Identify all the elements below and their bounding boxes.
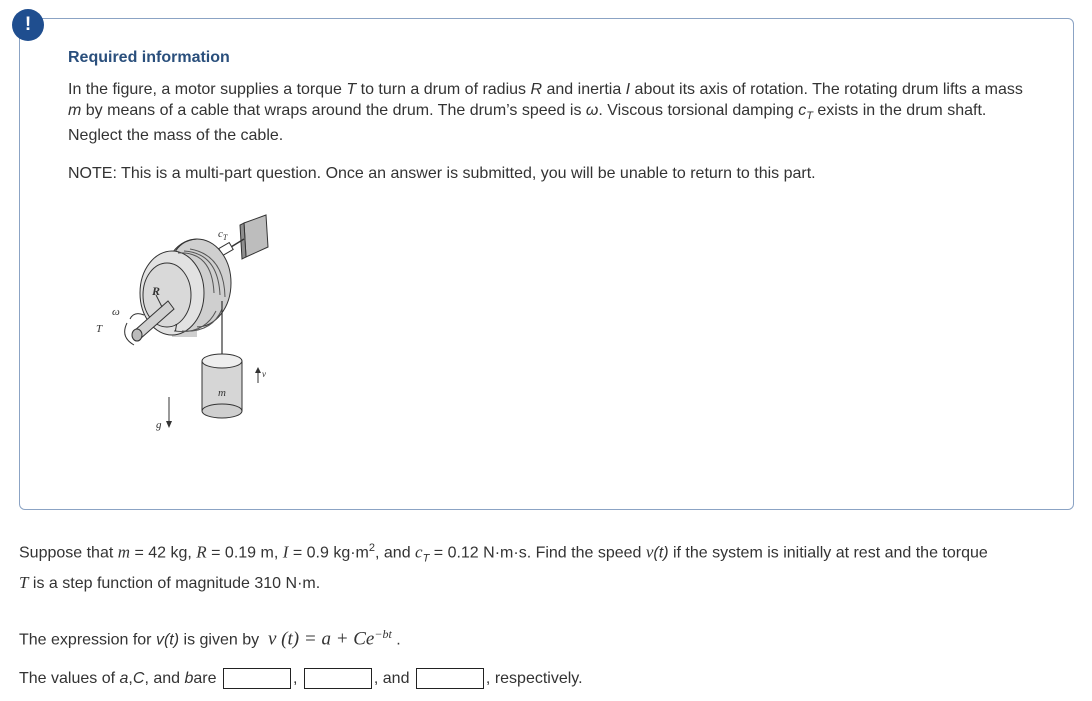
- label-inertia: I: [174, 322, 178, 334]
- label-ct: $c_T$: [218, 228, 228, 242]
- label-gravity: g: [156, 419, 162, 431]
- answer-c-input[interactable]: [304, 668, 372, 689]
- drum-mass-figure: [72, 211, 312, 441]
- expression-line: The expression for v(t) is given by v $(t) = a + Ce^{-bt}$ .: [19, 627, 401, 650]
- problem-description: In the figure, a motor supplies a torque T to turn a drum of radius R and inertia I about its axis of rotation. The rotating drum lifts a mass m by means of a cable that wraps around the drum. The drum’s speed is ω. Viscous torsional damping $c_T$ exists in the drum shaft. Neglect the mass of the cable.: [68, 81, 1023, 145]
- alert-icon: !: [12, 9, 44, 41]
- values-line: The values of a , C , and b are , , and , respectively.: [19, 668, 583, 689]
- label-omega: ω: [112, 306, 120, 318]
- velocity-formula: v (t) = a + Ce: [268, 628, 375, 650]
- answer-a-input[interactable]: [223, 668, 291, 689]
- label-torque: T: [96, 323, 103, 335]
- required-info-title: Required information: [68, 49, 230, 66]
- label-r: R: [152, 284, 161, 298]
- required-info-panel: [19, 18, 1074, 510]
- label-velocity: v: [262, 369, 266, 379]
- multipart-note: NOTE: This is a multi-part question. Once an answer is submitted, you will be unable to return to this part.: [68, 165, 816, 182]
- question-text: Suppose that m = 42 kg, R = 0.19 m, I = 0.9 $kg\cdot m^2$, and $c_T = 0.12$ N·m·s. Find the speed v(t) if the system is initially at rest and the torque T is a step function of magnitude 310 N·m.: [19, 542, 988, 592]
- answer-b-input[interactable]: [416, 668, 484, 689]
- label-mass: m: [218, 387, 226, 399]
